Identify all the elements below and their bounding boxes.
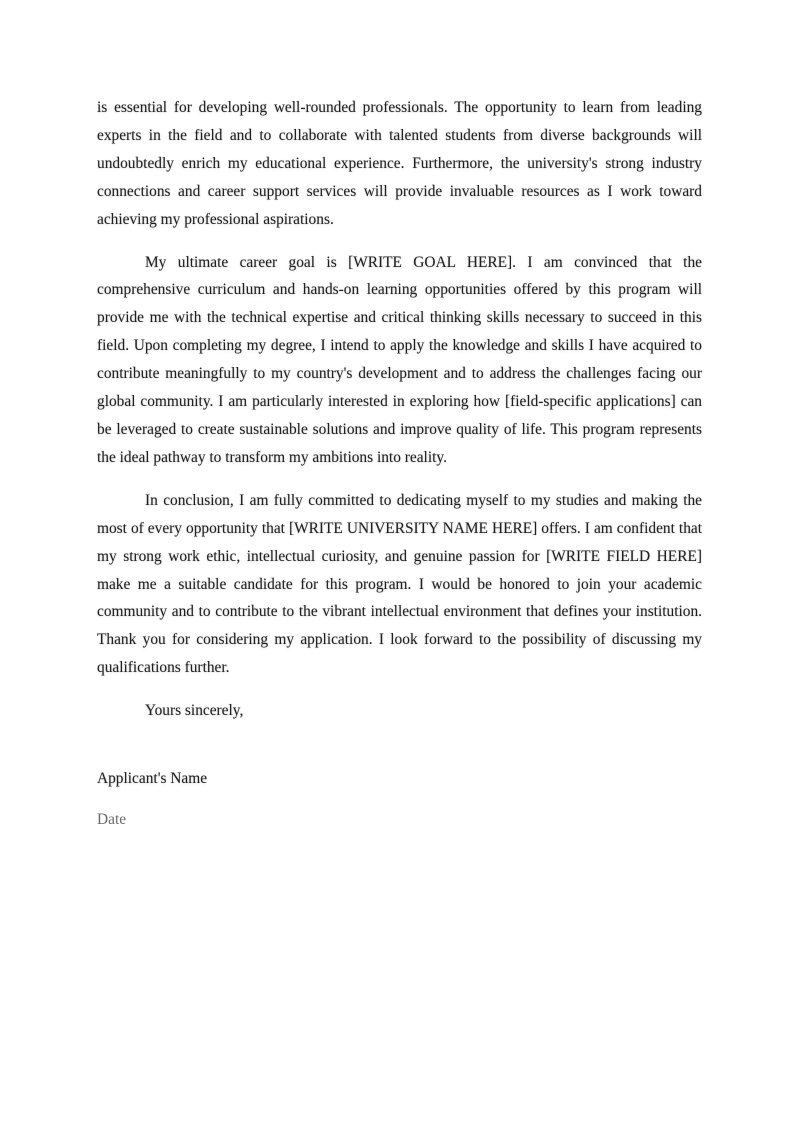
letter-page: [97, 94, 702, 834]
letter-paragraph-1: is essential for developing well-rounded professionals. The opportunity to learn from leading experts in the field and to collaborate with talented students from diverse backgrounds will undoubtedly enrich my educational experience. Furthermore, the university's strong industry connections and career support services will provide invaluable resources as I work toward achieving my professional aspirations.: [97, 99, 702, 228]
letter-paragraph-3: In conclusion, I am fully committed to dedicating myself to my studies and making the most of every opportunity that [WRITE UNIVERSITY NAME HERE] offers. I am confident that my strong work ethic, intellectual curiosity, and genuine passion for [WRITE FIELD HERE] make me a suitable candidate for this program. I would be honored to join your academic community and to contribute to the vibrant intellectual environment that defines your institution. Thank you for considering my application. I look forward to the possibility of discussing my qualifications further.: [97, 491, 702, 677]
letter-date: Date: [97, 810, 127, 828]
letter-closing: Yours sincerely,: [145, 702, 244, 720]
letter-paragraph-2: My ultimate career goal is [WRITE GOAL HERE]. I am convinced that the comprehensive curriculum and hands-on learning opportunities offered by this program will provide me with the technical expertise and critical thinking skills necessary to succeed in this field. Upon completing my degree, I intend to apply the knowledge and skills I have acquired to contribute meaningfully to my country's development and to address the challenges facing our global community. I am particularly interested in exploring how [field-specific applications] can be leveraged to create sustainable solutions and improve quality of life. This program represents the ideal pathway to transform my ambitions into reality.: [97, 253, 702, 466]
applicant-name: Applicant's Name: [97, 770, 208, 788]
